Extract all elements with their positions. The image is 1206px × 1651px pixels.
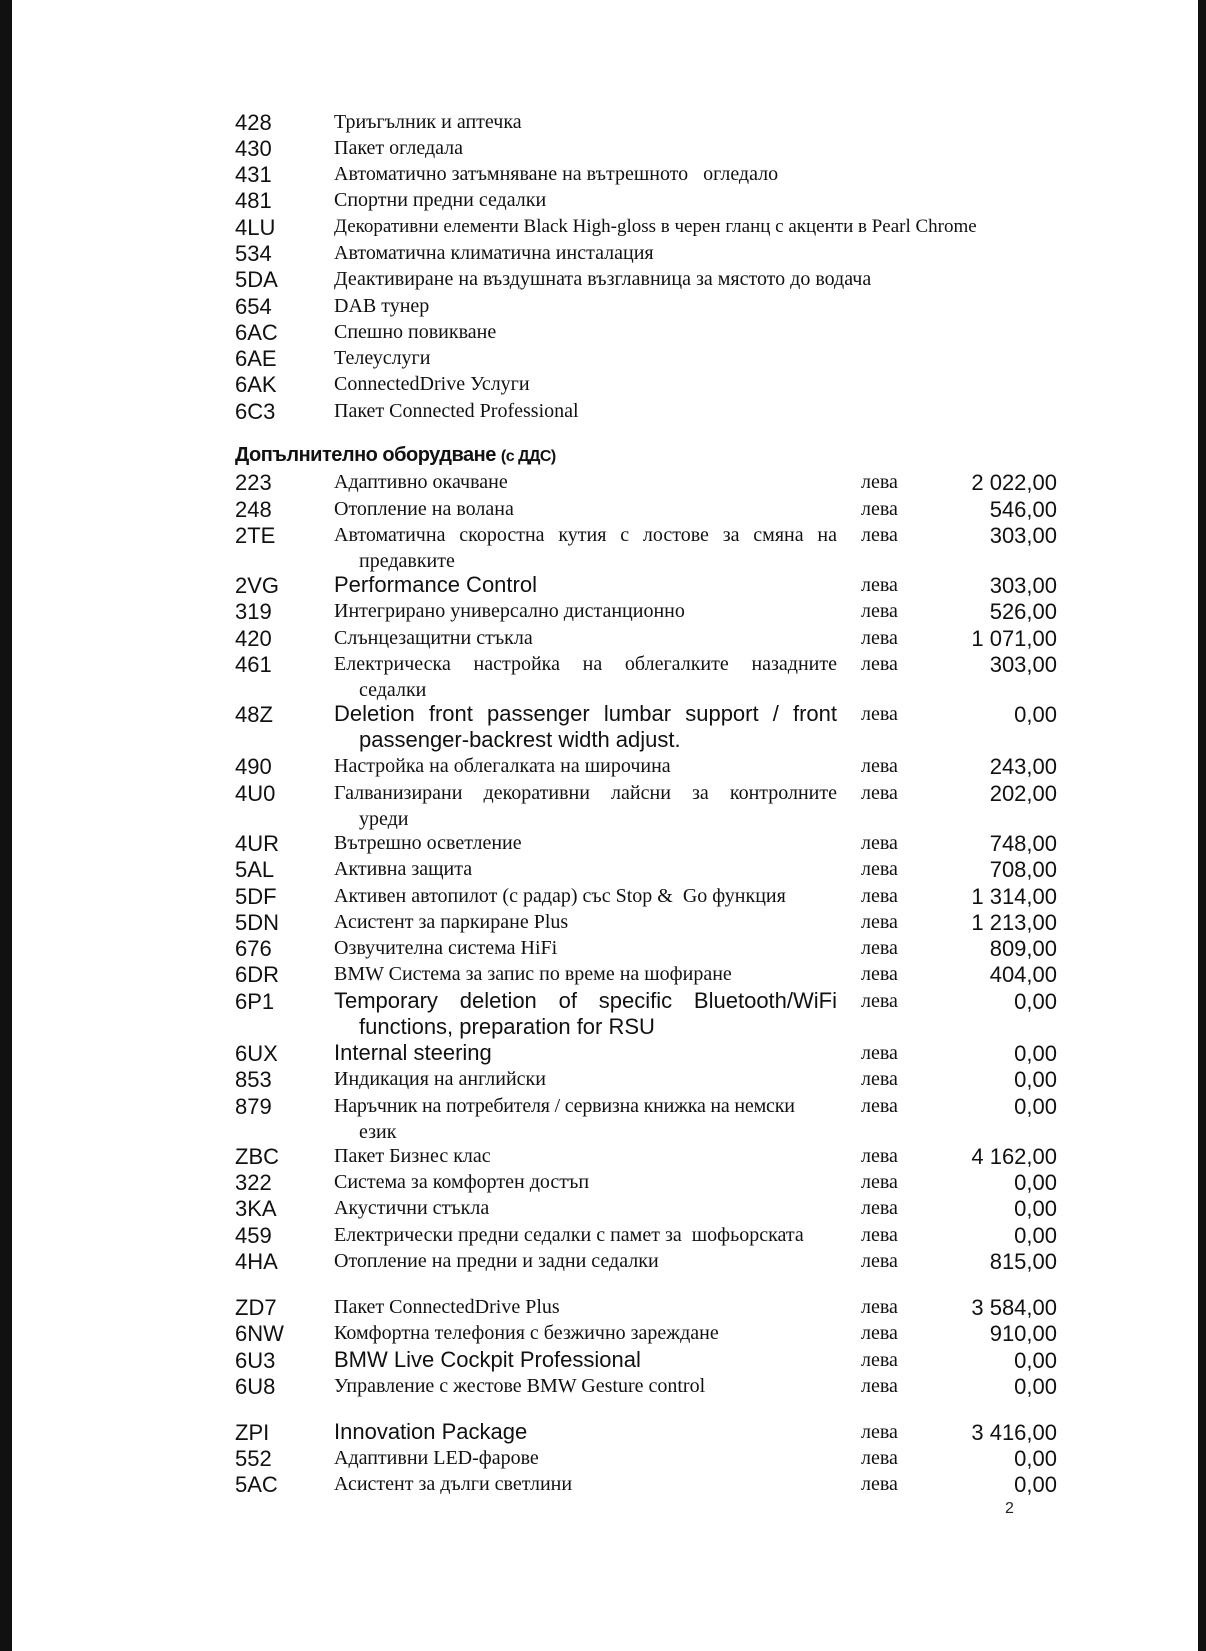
item-price: 202,00	[989, 781, 1057, 806]
item-code: 6U8	[235, 1374, 276, 1399]
item-code: 5AL	[235, 857, 275, 882]
description-line: Електрическа настройка на облегалките назадните	[334, 653, 837, 675]
item-code: 428	[235, 110, 272, 135]
item-description: Адаптивни LED-фарове	[334, 1447, 539, 1469]
item-description: ConnectedDrive Услуги	[334, 373, 530, 395]
currency-label: лева	[861, 1447, 898, 1469]
currency-label: лева	[861, 937, 898, 959]
description-continuation: език	[359, 1121, 397, 1143]
item-code: 6NW	[235, 1321, 284, 1346]
currency-label: лева	[861, 1224, 898, 1246]
item-code: 481	[235, 188, 272, 213]
item-description: Управление с жестове BMW Gesture control	[334, 1375, 706, 1397]
currency-label: лева	[861, 1068, 898, 1090]
item-price: 3 416,00	[971, 1420, 1057, 1445]
currency-label: лева	[861, 1171, 898, 1193]
currency-label: лева	[861, 885, 898, 907]
item-description: DAB тунер	[334, 295, 430, 317]
item-description	[334, 522, 837, 574]
item-price: 0,00	[1014, 1348, 1057, 1373]
description-line: Deletion front passenger lumbar support / front	[334, 701, 837, 726]
currency-label: лева	[861, 627, 898, 649]
item-description: Пакет огледала	[334, 137, 464, 159]
item-description	[334, 988, 837, 1040]
item-code: 248	[235, 497, 272, 522]
item-description: Асистент за паркиране Plus	[334, 911, 569, 933]
description-line: Автоматична скоростна кутия с лостове за смяна на	[334, 524, 837, 546]
description-continuation: passenger-backrest width adjust.	[359, 727, 681, 752]
description-line: Галванизирани декоративни лайсни за контролните	[334, 782, 837, 804]
currency-label: лева	[861, 1197, 898, 1219]
currency-label: лева	[861, 498, 898, 520]
item-code: 552	[235, 1446, 272, 1471]
currency-label: лева	[861, 524, 898, 546]
item-code: 6C3	[235, 399, 276, 424]
item-price: 815,00	[989, 1249, 1057, 1274]
item-description: Активна защита	[334, 858, 473, 880]
item-description: Настройка на облегалката на широчина	[334, 755, 671, 777]
currency-label: лева	[861, 574, 898, 596]
currency-label: лева	[861, 1042, 898, 1064]
item-code: 6AK	[235, 372, 277, 397]
item-code: 6P1	[235, 989, 275, 1014]
description-continuation: уреди	[359, 808, 409, 830]
item-price: 809,00	[989, 936, 1057, 961]
item-price: 303,00	[989, 523, 1057, 548]
item-code: 4HA	[235, 1249, 278, 1274]
item-description: Пакет ConnectedDrive Plus	[334, 1296, 560, 1318]
heading-note: (с ДДС)	[500, 448, 556, 465]
item-description	[334, 651, 837, 703]
item-code: 6DR	[235, 962, 280, 987]
item-description	[334, 1093, 837, 1145]
item-description: Вътрешно осветление	[334, 832, 522, 854]
item-code: 6UX	[235, 1041, 278, 1066]
item-description: Автоматично затъмняване на вътрешното огледало	[334, 163, 779, 185]
currency-label: лева	[861, 653, 898, 675]
item-description: Слънцезащитни стъкла	[334, 627, 533, 649]
item-price: 0,00	[1014, 1067, 1057, 1092]
item-code: ZD7	[235, 1295, 277, 1320]
item-description: Спортни предни седалки	[334, 189, 547, 211]
item-price: 2 022,00	[971, 470, 1057, 495]
item-description: Innovation Package	[334, 1419, 528, 1444]
description-continuation: предавките	[359, 550, 455, 572]
item-price: 303,00	[989, 573, 1057, 598]
currency-label: лева	[861, 1250, 898, 1272]
item-description	[334, 701, 837, 753]
item-description: Интегрирано универсално дистанционно	[334, 600, 685, 622]
item-code: ZPI	[235, 1420, 270, 1445]
item-description: Триъгълник и аптечка	[334, 111, 522, 133]
item-price: 0,00	[1014, 1196, 1057, 1221]
item-description: Комфортна телефония с безжично зареждане	[334, 1322, 719, 1344]
item-description: Internal steering	[334, 1040, 492, 1065]
item-code: 4LU	[235, 215, 276, 240]
item-code: 223	[235, 470, 272, 495]
item-price: 0,00	[1014, 1374, 1057, 1399]
currency-label: лева	[861, 990, 898, 1012]
item-code: 5AC	[235, 1472, 278, 1497]
item-description: Performance Control	[334, 572, 537, 597]
item-price: 0,00	[1014, 989, 1057, 1014]
item-code: 534	[235, 241, 272, 266]
item-code: 490	[235, 754, 272, 779]
item-price: 0,00	[1014, 1223, 1057, 1248]
item-price: 708,00	[989, 857, 1057, 882]
item-description: Озвучителна система HiFi	[334, 937, 558, 959]
currency-label: лева	[861, 1349, 898, 1371]
item-price: 243,00	[989, 754, 1057, 779]
item-price: 0,00	[1014, 1472, 1057, 1497]
item-description: Активен автопилот (с радар) със Stop & Go функция	[334, 885, 786, 907]
item-description: Акустични стъкла	[334, 1197, 490, 1219]
item-price: 0,00	[1014, 1041, 1057, 1066]
item-price: 546,00	[989, 497, 1057, 522]
currency-label: лева	[861, 911, 898, 933]
item-code: 6AC	[235, 320, 278, 345]
item-description: Асистент за дълги светлини	[334, 1473, 573, 1495]
item-code: 4U0	[235, 781, 276, 806]
item-code: 322	[235, 1170, 272, 1195]
currency-label: лева	[861, 703, 898, 725]
currency-label: лева	[861, 755, 898, 777]
item-price: 1 213,00	[971, 910, 1057, 935]
item-price: 1 071,00	[971, 626, 1057, 651]
description-continuation: functions, preparation for RSU	[359, 1014, 655, 1039]
item-code: 6AE	[235, 346, 277, 371]
item-description: Спешно повикване	[334, 321, 497, 343]
currency-label: лева	[861, 1421, 898, 1443]
item-description: Декоративни елементи Black High-gloss в черен гланц с акценти в Pearl Chrome	[334, 216, 977, 237]
description-line: Наръчник на потребителя / сервизна книжка на немски	[334, 1095, 795, 1117]
currency-label: лева	[861, 1095, 898, 1117]
item-code: 319	[235, 599, 272, 624]
item-code: 879	[235, 1094, 272, 1119]
item-code: 420	[235, 626, 272, 651]
item-price: 3 584,00	[971, 1295, 1057, 1320]
optional-equipment-heading	[235, 444, 556, 467]
item-code: 459	[235, 1223, 272, 1248]
item-price: 0,00	[1014, 702, 1057, 727]
item-code: ZBC	[235, 1144, 279, 1169]
item-code: 676	[235, 936, 272, 961]
item-description: Адаптивно окачване	[334, 471, 508, 493]
currency-label: лева	[861, 1473, 898, 1495]
page-number: 2	[1005, 1500, 1014, 1517]
item-price: 4 162,00	[971, 1144, 1057, 1169]
currency-label: лева	[861, 1145, 898, 1167]
item-price: 0,00	[1014, 1094, 1057, 1119]
currency-label: лева	[861, 1296, 898, 1318]
currency-label: лева	[861, 963, 898, 985]
document-page	[12, 0, 1198, 1651]
currency-label: лева	[861, 832, 898, 854]
item-description: BMW Live Cockpit Professional	[334, 1347, 641, 1372]
item-price: 404,00	[989, 962, 1057, 987]
item-code: 2TE	[235, 523, 276, 548]
item-code: 2VG	[235, 573, 280, 598]
item-code: 5DF	[235, 884, 277, 909]
item-description: Пакет Connected Professional	[334, 400, 579, 422]
currency-label: лева	[861, 471, 898, 493]
item-code: 430	[235, 136, 272, 161]
currency-label: лева	[861, 782, 898, 804]
item-code: 48Z	[235, 702, 273, 727]
currency-label: лева	[861, 1375, 898, 1397]
currency-label: лева	[861, 858, 898, 880]
item-price: 0,00	[1014, 1170, 1057, 1195]
item-price: 748,00	[989, 831, 1057, 856]
description-continuation: седалки	[359, 679, 427, 701]
item-description: Отопление на предни и задни седалки	[334, 1250, 659, 1272]
item-description: Индикация на английски	[334, 1068, 546, 1090]
currency-label: лева	[861, 600, 898, 622]
item-price: 526,00	[989, 599, 1057, 624]
description-line: Temporary deletion of specific Bluetooth/WiFi	[334, 988, 837, 1013]
item-price: 303,00	[989, 652, 1057, 677]
item-price: 1 314,00	[971, 884, 1057, 909]
item-description: Деактивиране на въздушната възглавница за мястото до водача	[334, 268, 872, 290]
item-code: 461	[235, 652, 272, 677]
item-price: 910,00	[989, 1321, 1057, 1346]
item-description: Система за комфортен достъп	[334, 1171, 590, 1193]
item-code: 853	[235, 1067, 272, 1092]
item-code: 3KA	[235, 1196, 277, 1221]
item-code: 654	[235, 294, 272, 319]
item-code: 6U3	[235, 1348, 276, 1373]
item-description: Телеуслуги	[334, 347, 431, 369]
item-description	[334, 780, 837, 832]
item-description: Електрически предни седалки с памет за шофьорската	[334, 1224, 804, 1246]
item-code: 431	[235, 162, 272, 187]
item-code: 4UR	[235, 831, 280, 856]
item-description: Отопление на волана	[334, 498, 514, 520]
item-description: Автоматична климатична инсталация	[334, 242, 654, 264]
item-price: 0,00	[1014, 1446, 1057, 1471]
item-description: Пакет Бизнес клас	[334, 1145, 491, 1167]
heading-title: Допълнително оборудване	[235, 444, 496, 466]
item-code: 5DN	[235, 910, 280, 935]
currency-label: лева	[861, 1322, 898, 1344]
item-description: BMW Система за запис по време на шофиране	[334, 963, 732, 985]
item-code: 5DA	[235, 267, 278, 292]
